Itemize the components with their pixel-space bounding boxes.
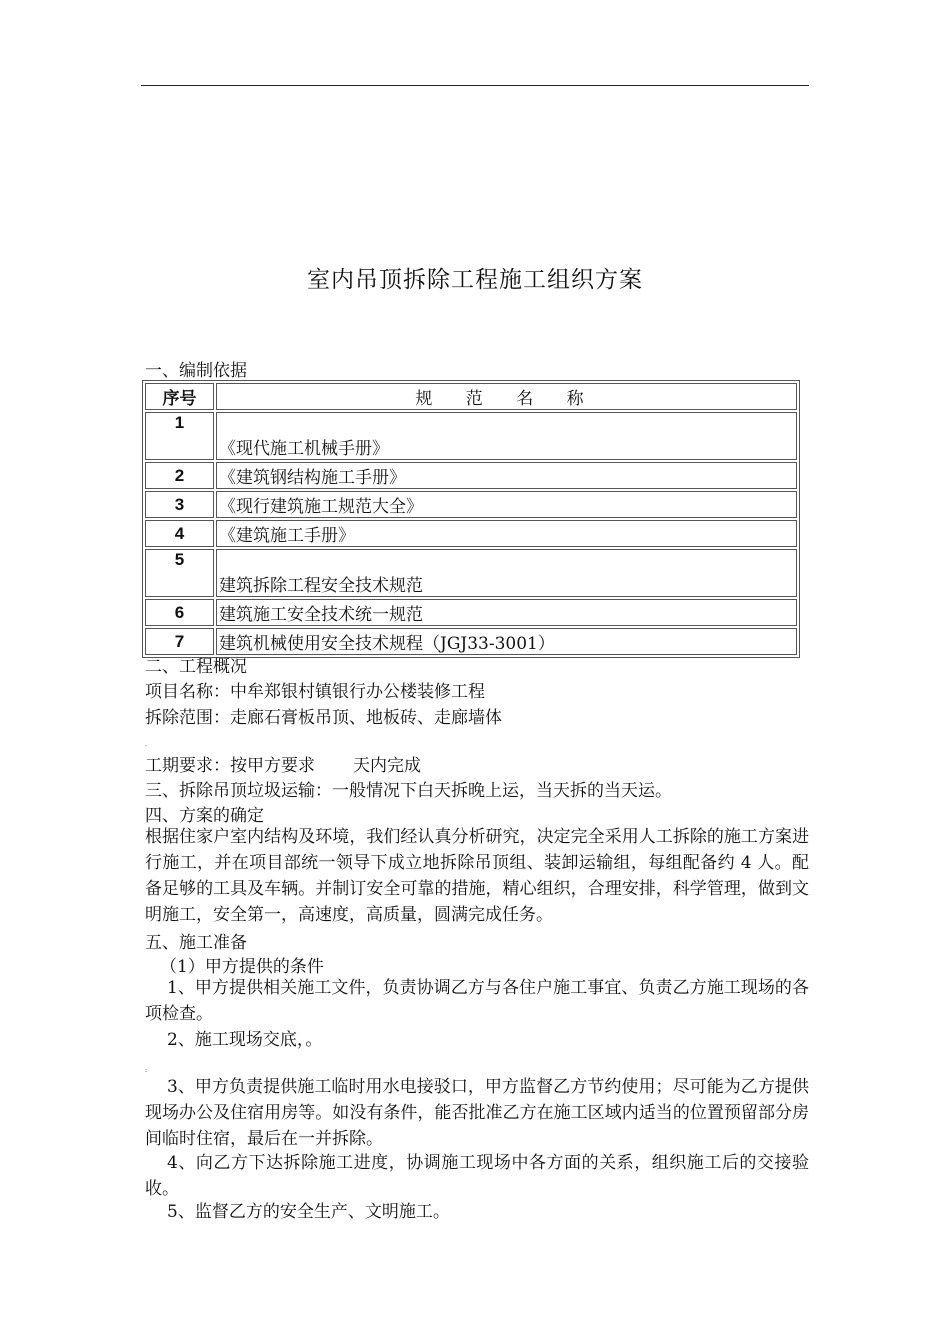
stray-mark: : <box>145 1067 148 1074</box>
list-item: 5、监督乙方的安全生产、文明施工。 <box>167 1202 450 1222</box>
row-name: 《建筑钢结构施工手册》 <box>216 462 797 489</box>
table-row <box>145 462 797 489</box>
row-name: 《现代施工机械手册》 <box>216 412 797 460</box>
header-name: 规 范 名 称 <box>216 383 797 410</box>
section-4-heading: 四、方案的确定 <box>145 806 264 826</box>
schedule-label: 工期要求：按甲方要求 <box>145 756 315 776</box>
row-num: 5 <box>145 549 214 597</box>
stray-mark: . <box>145 741 147 748</box>
subsection-1-heading: （1）甲方提供的条件 <box>160 957 324 977</box>
row-num: 1 <box>145 412 214 460</box>
list-item: 4、向乙方下达拆除施工进度，协调施工现场中各方面的关系，组织施工后的交接验收。 <box>145 1153 809 1199</box>
list-item: 1、甲方提供相关施工文件，负责协调乙方与各住户施工事宜、负责乙方施工现场的各项检查。 <box>145 978 809 1024</box>
table-row <box>145 549 797 597</box>
row-name: 建筑施工安全技术统一规范 <box>216 599 797 626</box>
row-name: 建筑机械使用安全技术规程（JGJ33-3001） <box>216 628 797 655</box>
section-5-heading: 五、施工准备 <box>145 933 247 953</box>
table-header-row <box>145 383 797 410</box>
section-1-heading: 一、编制依据 <box>145 361 247 381</box>
project-name: 项目名称：中牟郑银村镇银行办公楼装修工程 <box>145 682 485 702</box>
table-row <box>145 520 797 547</box>
list-item: 3、甲方负责提供施工临时用水电接驳口，甲方监督乙方节约使用；尽可能为乙方提供现场办公及住宿用房等。如没有条件，能否批准乙方在施工区域内适当的位置预留部分房间临时住宿，最后在一并拆除。 <box>145 1077 809 1149</box>
row-name: 建筑拆除工程安全技术规范 <box>216 549 797 597</box>
table-row <box>145 412 797 460</box>
demolition-scope: 拆除范围：走廊石膏板吊顶、地板砖、走廊墙体 <box>145 708 502 728</box>
header-num: 序号 <box>145 383 214 410</box>
table-row <box>145 491 797 518</box>
document-title: 室内吊顶拆除工程施工组织方案 <box>307 267 643 293</box>
schedule-line <box>145 751 421 776</box>
schedule-suffix: 天内完成 <box>353 756 421 776</box>
section-2-heading: 二、工程概况 <box>145 657 247 677</box>
row-num: 3 <box>145 491 214 518</box>
row-num: 4 <box>145 520 214 547</box>
row-name: 《现行建筑施工规范大全》 <box>216 491 797 518</box>
list-item: 2、施工现场交底，。 <box>167 1030 323 1050</box>
row-num: 2 <box>145 462 214 489</box>
header-rule <box>141 85 809 86</box>
table-row <box>145 599 797 626</box>
row-num: 6 <box>145 599 214 626</box>
section-4-body: 根据住家户室内结构及环境，我们经认真分析研究，决定完全采用人工拆除的施工方案进行施工，并在项目部统一领导下成立地拆除吊顶组、装卸运输组，每组配备约 4 人。配备足够的工具及车辆。并制订安全可靠的措施，精心组织，合理安排，科学管理，做到文明施工，安全第一，高速度，高质量，圆满完成任务。 <box>145 827 809 925</box>
row-name: 《建筑施工手册》 <box>216 520 797 547</box>
row-num: 7 <box>145 628 214 655</box>
spec-table <box>142 380 800 658</box>
table-row <box>145 628 797 655</box>
section-3-heading: 三、拆除吊顶垃圾运输：一般情况下白天拆晚上运，当天拆的当天运。 <box>145 781 672 801</box>
